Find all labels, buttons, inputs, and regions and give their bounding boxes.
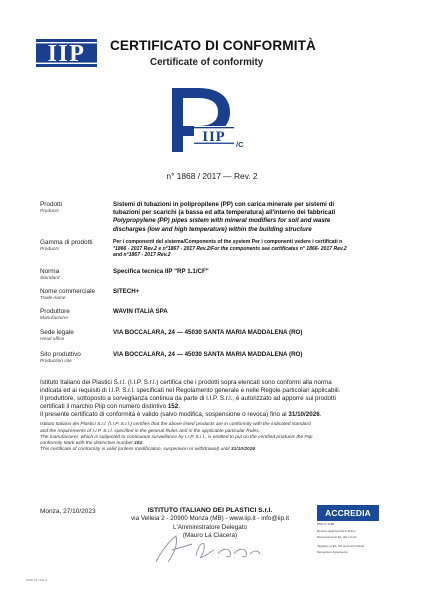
field-label: Sito produttivo	[40, 351, 81, 358]
statement-line: Il presente certificato di conformità è valido (salvo modifica, sospensione o revoca) fino al 31/10/2026.	[40, 411, 322, 419]
products-line: tubazioni per scarichi (a bassa ed alta temperatura) all'interno dei fabbricati	[113, 209, 336, 217]
production-site-value: VIA BOCCALARA, 24 — 45030 SANTA MARIA MADDALENA (RO)	[113, 351, 303, 358]
statement-line-en: conformity Mark with the distinctive number 152.	[40, 440, 144, 446]
products-line-en: Polypropylene (PP) pipes sistem with mineral modifiers for soil and waste	[113, 217, 331, 225]
handwritten-signature	[150, 532, 270, 566]
field-label: Gamma di prodotti	[40, 239, 93, 246]
field-label-en: Production site	[40, 358, 72, 364]
form-code: MOD 01 / Rev.4	[26, 578, 48, 582]
signatory-line: Recognition Agreements	[317, 549, 348, 554]
field-label: Sede legale	[40, 329, 74, 336]
certificate-title: CERTIFICATO DI CONFORMITÀ	[110, 38, 316, 53]
statement-line: Istituto Italiano dei Plastici S.r.l. (I.I.P. S.r.l.) certifica che i prodotti sopra elencati sono conformi alla norma	[40, 379, 332, 386]
statement-line-en: and the requirements of I.I.P. S.r.l. specified in the general Rules and in the applicable particular Rules.	[40, 428, 260, 434]
accredia-logo: ACCREDIA	[317, 505, 379, 521]
distinctive-number-en: 152	[134, 440, 143, 446]
range-line: °1866 - 2017 Rev.2 e n°1867 - 2017 Rev.2/For the components see certificates n° 1866- 2017 Rev.2	[113, 245, 347, 252]
statement-line-en: Istituto Italiano dei Plastici S.r.l. (I.I.P. S.r.l.) certifies that the above listed products are in conformity with the indicated standard	[40, 422, 311, 428]
signatory-role: L'Amministratore Delegato	[173, 523, 247, 531]
field-label: Nome commerciale	[40, 288, 96, 295]
field-label: Prodotti	[40, 201, 63, 208]
signatory-name: (Mauro La Ciacera)	[182, 531, 238, 539]
statement-line-en: The manufacturer, which is subjected to continuous surveillance by I.I.P. S.r.l., is entitled to put on the certified products the Piip	[40, 434, 313, 440]
range-line: Per i componenti del sistema/Components of the system Per i componenti vedere i certificati n	[113, 239, 343, 245]
manufacturer-value: WAVIN ITALIA SPA	[113, 308, 168, 315]
certificate-subtitle: Certificate of conformity	[150, 57, 264, 68]
institute-address: via Velleia 2 - 20900 Monza (MB) - www.iip.it - info@iip.it	[131, 515, 289, 523]
accreditation-number: PRD N° 028B	[317, 522, 335, 526]
statement-line: certificati il marchio Piip con numero distintivo 152.	[40, 403, 181, 411]
statement-line: Il produttore, sottoposto a sorveglianza continua da parte di I.I.P. S.r.l., è autorizzato ad apporre sui prodotti	[40, 395, 336, 403]
products-line: Sistemi di tubazioni in polipropilene (PP) con carica minerale per sistemi di	[113, 201, 335, 208]
certificate-number: n° 1868 / 2017 — Rev. 2	[166, 171, 258, 181]
products-line-en: discharges (low and high temperature) within the building structure	[113, 225, 312, 233]
field-label-en: Products	[40, 246, 59, 252]
statement-line: indicata ed ai requisiti di I.I.P. S.r.l. specificati nel Regolamento generale e nelle Regole particolari applicabili.	[40, 387, 341, 395]
range-line: and n°1867 - 2017 Rev.2	[113, 252, 171, 259]
field-label-en: Manufacturer	[40, 315, 69, 321]
iip-logo	[36, 39, 97, 67]
field-label-en: Standard	[40, 275, 60, 281]
field-label-en: Head office	[40, 336, 65, 342]
certification-statement	[40, 379, 388, 453]
iip-logo-text: IIP	[47, 41, 86, 67]
institute-name: ISTITUTO ITALIANO DEI PLASTICI S.r.l.	[147, 507, 273, 514]
piip-mark-logo	[168, 86, 236, 154]
accredia-accreditation-block	[317, 505, 379, 554]
field-label: Norma	[40, 268, 60, 275]
validity-date-en: 31/10/2026	[230, 446, 256, 452]
piip-mark-text: IIP	[202, 129, 226, 146]
mla-line: Membro degli Accordi di Mutuo	[317, 529, 356, 534]
mark-suffix: /C	[236, 140, 244, 149]
head-office-value: VIA BOCCALARA, 24 — 45030 SANTA MARIA MADDALENA (RO)	[113, 329, 303, 336]
signatory-line: Signatory of EA, IAF and ILAC Mutual	[317, 544, 364, 549]
trade-name-value: SITECH+	[113, 288, 140, 295]
field-label-en: Trade name	[40, 295, 66, 301]
distinctive-number: 152	[167, 403, 179, 411]
statement-line-en: This certificate of conformity is valid (unless modification, suspension or withdrawal) until 31/10/2026.	[40, 446, 257, 452]
field-label: Produttore	[40, 308, 70, 315]
place-and-date: Monza, 27/10/2023	[40, 508, 96, 515]
standard-value: Specifica tecnica IIP "RP 1.1/CF"	[113, 268, 209, 275]
validity-date: 31/10/2026	[288, 411, 320, 419]
mla-line: Riconoscimento EA, IAF e ILAC	[317, 534, 357, 539]
field-label-en: Products	[40, 208, 59, 214]
